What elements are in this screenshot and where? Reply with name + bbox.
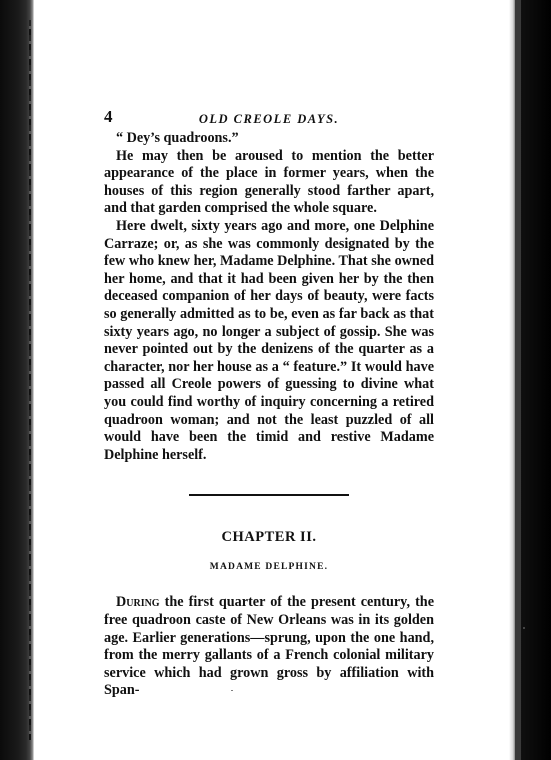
ink-speck bbox=[523, 627, 525, 629]
paragraph: “ Dey’s quadroons.” bbox=[116, 130, 239, 146]
chapter-subtitle: MADAME DELPHINE. bbox=[209, 561, 329, 572]
paragraph: Here dwelt, sixty years ago and more, one Delphine Carraze; or, as she was commonly designated by the few who knew her, Madame Delphine. That she owned her home, and that it had been given her by the then deceased companion of her days of beauty, were facts so generally admitted as to be, even as far back as that sixty years ago, no longer a subject of gossip. She was never pointed out by the denizens of the quarter as a character, nor her house as a “ feature.” It would have passed all Creole powers of guessing to divine what you could find worthy of inquiry concerning a retired quadroon woman; and not the least puzzled of all would have been the timid and restive Madame Delphine herself. bbox=[104, 217, 434, 463]
page-header bbox=[104, 108, 434, 130]
page-edge-shadow bbox=[509, 0, 551, 760]
paragraph: He may then be aroused to mention the better appearance of the place in former years, when the houses of this region generally stood farther apart, and that garden comprised the whole square. bbox=[104, 147, 434, 217]
page-number: 4 bbox=[104, 107, 113, 126]
ink-speck bbox=[231, 690, 233, 691]
book-gutter-shadow bbox=[0, 0, 34, 760]
chapter-title: CHAPTER II. bbox=[221, 529, 317, 546]
chapter-paragraph-text: the first quarter of the present century, the free quadroon caste of New Orleans was in its golden age. Earlier generations—sprung, upon the one hand, from the merry gallants of a French colonial military service which had grown gross by affiliation with Span- bbox=[104, 594, 434, 699]
chapter-paragraph bbox=[104, 594, 434, 700]
section-divider bbox=[189, 494, 349, 496]
running-head: OLD CREOLE DAYS. bbox=[198, 112, 340, 126]
book-page bbox=[104, 108, 434, 700]
drop-lead-word: During bbox=[116, 594, 160, 611]
